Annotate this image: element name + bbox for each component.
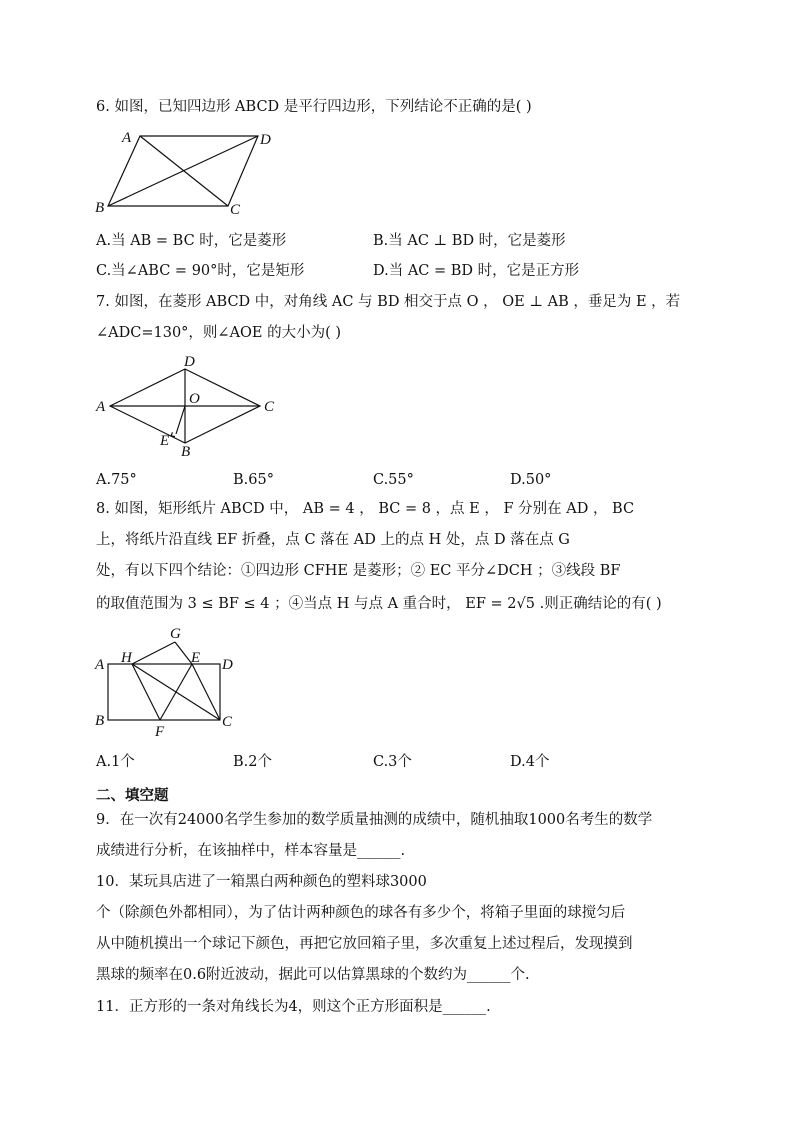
q7-label-o: O <box>189 391 200 407</box>
q8-stem-line-2: 上，将纸片沿直线 EF 折叠，点 C 落在 AD 上的点 H 处，点 D 落在点 G <box>96 532 570 548</box>
q7-label-a: A <box>96 399 106 415</box>
q8-option-b: B.2个 <box>233 754 272 770</box>
q8-label-a: A <box>95 657 105 673</box>
q8-option-d: D.4个 <box>510 754 550 770</box>
section-title: 二、填空题 <box>96 787 169 804</box>
q8-stem-line-3: 处，有以下四个结论：①四边形 CFHE 是菱形；② EC 平分∠DCH ；③线段 BF <box>96 563 621 579</box>
q6-option-a: A.当 AB = BC 时，它是菱形 <box>96 233 287 249</box>
q7-label-d: D <box>184 354 195 370</box>
q8-rectangle-fold-figure <box>92 622 252 744</box>
q6-label-a: A <box>122 130 132 146</box>
q6-option-b: B.当 AC ⊥ BD 时，它是菱形 <box>373 233 566 249</box>
q8-label-d: D <box>222 657 233 673</box>
q10-line-4: 黑球的频率在0.6附近波动，据此可以估算黑球的个数约为______个. <box>96 967 530 983</box>
q7-stem-line-1: 7. 如图，在菱形 ABCD 中，对角线 AC 与 BD 相交于点 O ， OE ⊥ AB ，垂足为 E ，若 <box>96 294 681 310</box>
q10-line-2: 个（除颜色外都相同），为了估计两种颜色的球各有多少个，将箱子里面的球搅匀后 <box>96 905 626 921</box>
q6-label-c: C <box>230 202 241 218</box>
q10-line-1: 10．某玩具店进了一箱黑白两种颜色的塑料球3000 <box>96 874 427 890</box>
q7-label-e: E <box>160 433 170 449</box>
q6-parallelogram-figure <box>92 126 282 220</box>
q7-option-d: D.50° <box>510 472 552 488</box>
q6-label-b: B <box>95 200 105 216</box>
q6-option-d: D.当 AC = BD 时，它是正方形 <box>373 263 580 279</box>
q10-line-3: 从中随机摸出一个球记下颜色，再把它放回箱子里，多次重复上述过程后，发现摸到 <box>96 936 633 952</box>
q11-line-1: 11．正方形的一条对角线长为4，则这个正方形面积是______. <box>96 999 491 1015</box>
q8-label-e: E <box>191 650 201 666</box>
q8-label-f: F <box>155 724 165 740</box>
q8-label-g: G <box>170 626 181 642</box>
q6-option-c: C.当∠ABC = 90°时，它是矩形 <box>96 263 305 279</box>
q8-option-a: A.1个 <box>96 754 135 770</box>
q8-option-c: C.3个 <box>373 754 412 770</box>
q8-stem-line-1: 8. 如图，矩形纸片 ABCD 中， AB = 4 ， BC = 8 ，点 E ， F 分别在 AD ， BC <box>96 501 635 517</box>
q8-label-c: C <box>222 714 233 730</box>
q7-label-b: B <box>181 444 191 460</box>
q7-stem-line-2: ∠ADC=130°，则∠AOE 的大小为( ) <box>96 325 342 341</box>
q8-stem-line-4: 的取值范围为 3 ≤ BF ≤ 4 ；④当点 H 与点 A 重合时， EF = 2√5 .则正确结论的有( ) <box>96 596 662 612</box>
q6-label-d: D <box>260 132 271 148</box>
q7-option-c: C.55° <box>373 472 414 488</box>
q7-label-c: C <box>264 399 275 415</box>
q8-label-b: B <box>95 713 105 729</box>
q9-line-2: 成绩进行分析，在该抽样中，样本容量是______. <box>96 843 406 859</box>
q7-rhombus-figure <box>92 352 292 462</box>
q6-stem: 6. 如图，已知四边形 ABCD 是平行四边形，下列结论不正确的是( ) <box>96 99 532 115</box>
q8-label-h: H <box>121 650 132 666</box>
q9-line-1: 9．在一次有24000名学生参加的数学质量抽测的成绩中，随机抽取1000名考生的数学 <box>96 812 653 828</box>
q7-option-a: A.75° <box>96 472 137 488</box>
q7-option-b: B.65° <box>233 472 274 488</box>
